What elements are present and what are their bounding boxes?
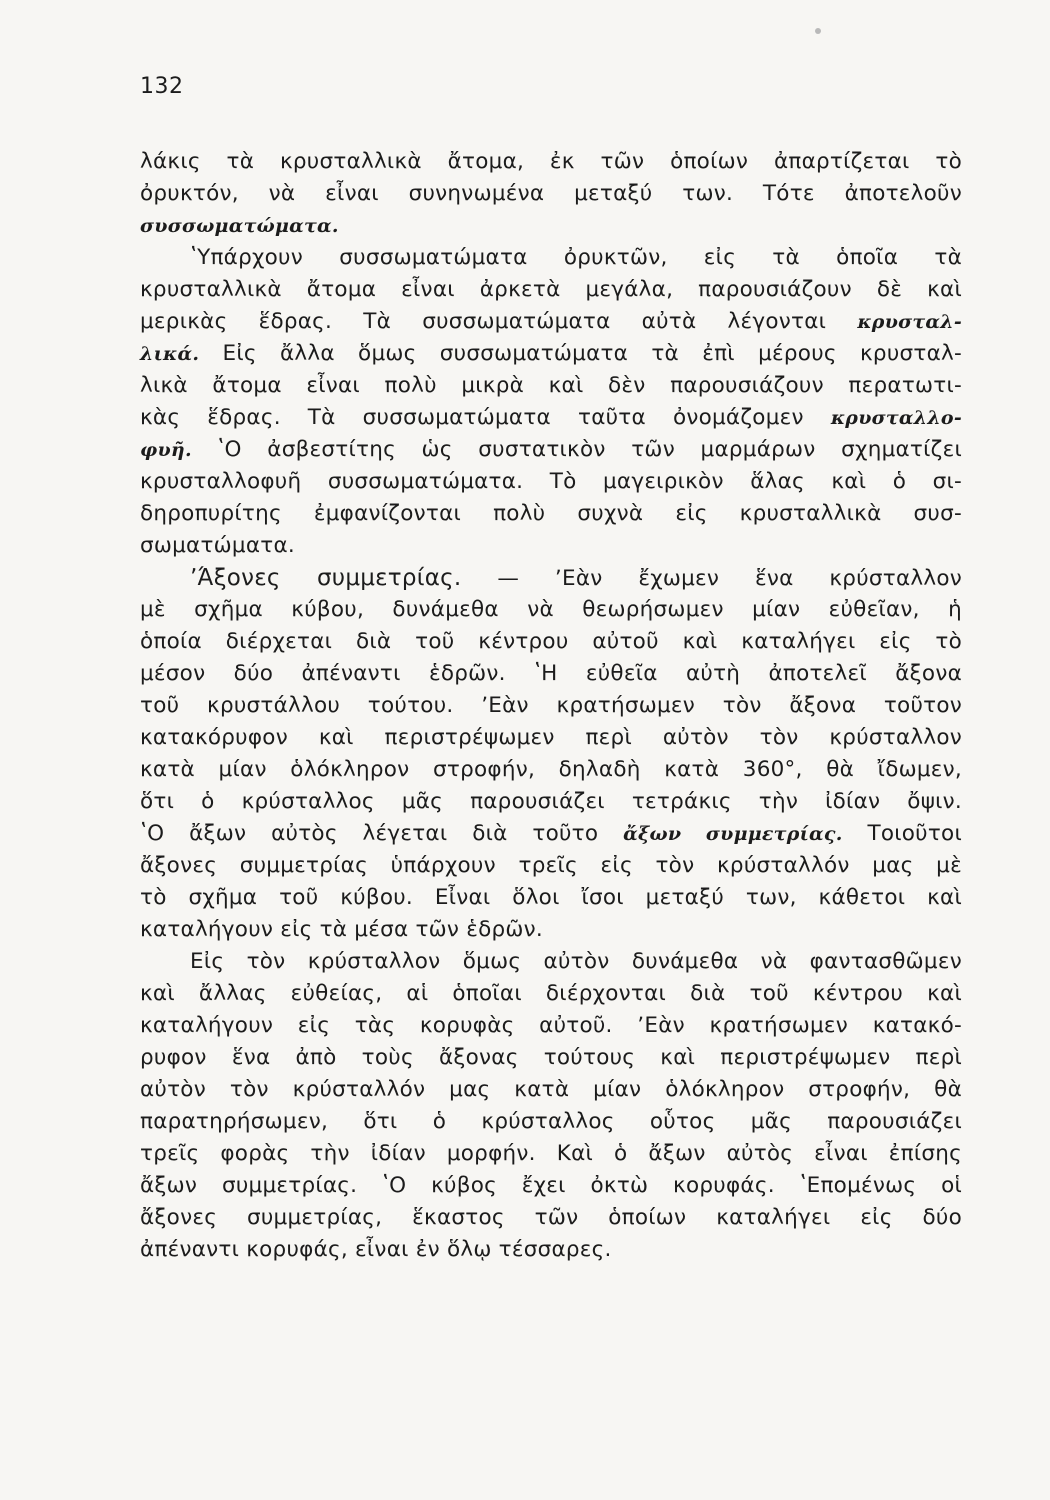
text-line: λικά. Εἰς ἄλλα ὅμως συσσωματώματα τὰ ἐπὶ μέρους κρυσταλ- [140,341,962,366]
text-line: ʽΟ ἄξων αὐτὸς λέγεται διὰ τοῦτο ἄξων συμμετρίας. Τοιοῦτοι [140,821,962,846]
text-line: ρυφον ἕνα ἀπὸ τοὺς ἄξονας τούτους καὶ περιστρέψωμεν περὶ [140,1045,962,1070]
text-line: Εἰς τὸν κρύσταλλον ὅμως αὐτὸν δυνάμεθα νὰ φαντασθῶμεν [190,949,962,974]
text-line: ὅτι ὁ κρύσταλλος μᾶς παρουσιάζει τετράκις τὴν ἰδίαν ὄψιν. [140,789,962,814]
text-line: αὐτὸν τὸν κρύσταλλόν μας κατὰ μίαν ὁλόκληρον στροφήν, θὰ [140,1077,962,1102]
text-line: ἀπέναντι κορυφάς, εἶναι ἐν ὅλῳ τέσσαρες. [140,1237,612,1262]
text-line: ὁποία διέρχεται διὰ τοῦ κέντρου αὐτοῦ καὶ καταλήγει εἰς τὸ [140,629,962,654]
paper-speck [815,28,821,34]
section-heading: ʼΆξονες συμμετρίας. [190,565,462,591]
text-line: τὸ σχῆμα τοῦ κύβου. Εἶναι ὅλοι ἴσοι μεταξύ των, κάθετοι καὶ [140,885,962,910]
text-line [140,210,962,242]
text-line: λάκις τὰ κρυσταλλικὰ ἄτομα, ἐκ τῶν ὁποίων ἀπαρτίζεται τὸ [140,149,962,174]
text-line: ἄξονες συμμετρίας, ἕκαστος τῶν ὁποίων καταλήγει εἰς δύο [140,1205,962,1230]
text-line: τρεῖς φορὰς τὴν ἰδίαν μορφήν. Καὶ ὁ ἄξων αὐτὸς εἶναι ἐπίσης [140,1141,962,1166]
text-line: μέσον δύο ἀπέναντι ἑδρῶν. ʽΗ εὐθεῖα αὐτὴ ἀποτελεῖ ἄξονα [140,661,962,686]
text-line: ὀρυκτόν, νὰ εἶναι συνηνωμένα μεταξύ των. Τότε ἀποτελοῦν [140,181,962,206]
text-line: ʽΥπάρχουν συσσωματώματα ὀρυκτῶν, εἰς τὰ ὁποῖα τὰ [190,245,962,270]
text-line: δηροπυρίτης ἐμφανίζονται πολὺ συχνὰ εἰς κρυσταλλικὰ συσ- [140,501,962,526]
emphasized-term: κρυσταλ- [857,311,962,333]
text-line: παρατηρήσωμεν, ὅτι ὁ κρύσταλλος οὗτος μᾶς παρουσιάζει [140,1109,962,1134]
emphasized-term: κρυσταλλο- [830,407,962,429]
text-line: σωματώματα. [140,533,295,558]
text-line: καταλήγουν εἰς τὰ μέσα τῶν ἑδρῶν. [140,917,544,942]
text-line: μὲ σχῆμα κύβου, δυνάμεθα νὰ θεωρήσωμεν μίαν εὐθεῖαν, ἡ [140,597,962,622]
text-line: φυῆ. ʽΟ ἀσβεστίτης ὡς συστατικὸν τῶν μαρμάρων σχηματίζει [140,437,962,462]
text-line: μερικὰς ἕδρας. Τὰ συσσωματώματα αὐτὰ λέγονται κρυσταλ- [140,309,962,334]
emphasized-term: λικά. [140,343,200,365]
text-line: ἄξων συμμετρίας. ʽΟ κύβος ἔχει ὀκτὼ κορυφάς. ʽΕπομένως οἱ [140,1173,962,1198]
text-line: ʼΆξονες συμμετρίας. — ʼΕὰν ἔχωμεν ἕνα κρύσταλλον [190,565,962,591]
text-line: κρυσταλλικὰ ἄτομα εἶναι ἀρκετὰ μεγάλα, παρουσιάζουν δὲ καὶ [140,277,962,302]
text-line: κὰς ἕδρας. Τὰ συσσωματώματα ταῦτα ὀνομάζομεν κρυσταλλο- [140,405,962,430]
emphasized-term: συσσωματώματα. [140,215,339,237]
emphasized-term: ἄξων συμμετρίας. [623,823,843,845]
body-text [140,146,962,1266]
text-line: κρυσταλλοφυῆ συσσωματώματα. Τὸ μαγειρικὸν ἅλας καὶ ὁ σι- [140,469,962,494]
text-line: κατακόρυφον καὶ περιστρέψωμεν περὶ αὐτὸν τὸν κρύσταλλον [140,725,962,750]
emphasized-term: φυῆ. [140,439,192,461]
page-number: 132 [140,74,184,99]
text-line: καταλήγουν εἰς τὰς κορυφὰς αὐτοῦ. ʼΕὰν κρατήσωμεν κατακό- [140,1013,962,1038]
text-line: καὶ ἄλλας εὐθείας, αἱ ὁποῖαι διέρχονται διὰ τοῦ κέντρου καὶ [140,981,962,1006]
text-line: κατὰ μίαν ὁλόκληρον στροφήν, δηλαδὴ κατὰ 360°, θὰ ἴδωμεν, [140,757,962,782]
text-line: ἄξονες συμμετρίας ὑπάρχουν τρεῖς εἰς τὸν κρύσταλλόν μας μὲ [140,853,962,878]
text-line: τοῦ κρυστάλλου τούτου. ʼΕὰν κρατήσωμεν τὸν ἄξονα τοῦτον [140,693,962,718]
text-line: λικὰ ἄτομα εἶναι πολὺ μικρὰ καὶ δὲν παρουσιάζουν περατωτι- [140,373,962,398]
